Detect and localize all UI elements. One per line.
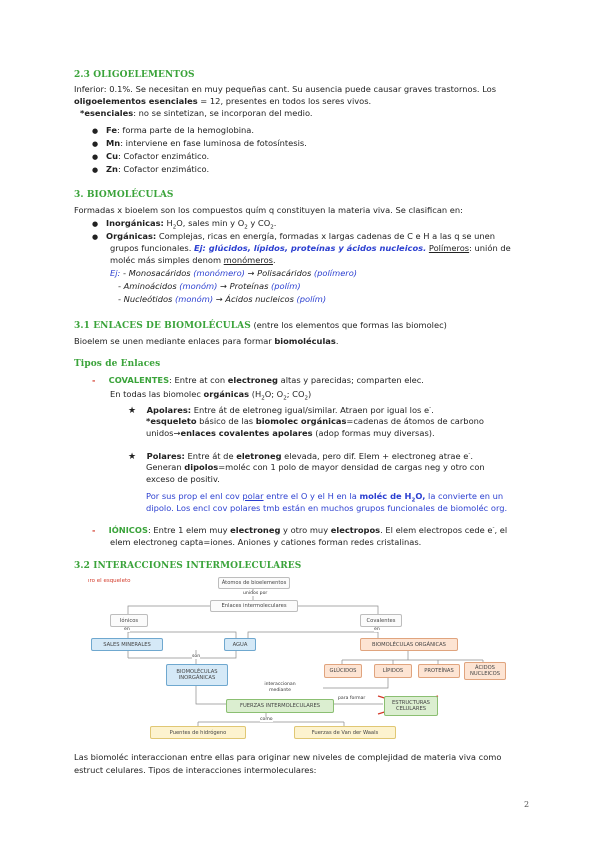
label-en-2: en: [374, 627, 380, 632]
node-covalentes: Covalentes: [360, 614, 402, 627]
node-text: CELULARES: [395, 706, 427, 712]
oligo-esenciales-rest: = 12, presentes en todos los seres vivos.: [197, 96, 372, 106]
superscript: -: [468, 451, 471, 457]
subscript: 2: [172, 224, 177, 231]
covalentes-line-1: [92, 375, 424, 386]
tipos-enlaces-heading: Tipos de Enlaces: [74, 359, 161, 369]
bullet-icon: ●: [92, 166, 99, 174]
subscript: 2: [261, 395, 265, 402]
item-value: : interviene en fase luminosa de fotosíntesis.: [120, 138, 307, 148]
list-item-organicas: [92, 231, 495, 243]
polares-blue-line-2: dipolo. Los encl cov polares tmb están en muchos grupos funcionales de biomoléc org.: [146, 503, 508, 513]
node-glucidos: GLÚCIDOS: [324, 664, 362, 678]
po-blue-text: Por sus prop el enl cov: [146, 491, 243, 501]
cov-text: ): [307, 389, 312, 399]
superscript: -: [492, 525, 495, 531]
node-ionicos: Iónicos: [110, 614, 148, 627]
subscript: 2: [304, 395, 308, 402]
node-biomoleculas-organicas: BIOMOLÉCULAS ORGÁNICAS: [360, 638, 458, 651]
bullet-icon: ●: [92, 127, 99, 135]
org-text: grupos funcionales.: [110, 243, 194, 253]
superscript: -: [429, 405, 432, 411]
node-estructuras-celulares: [384, 696, 438, 716]
ej-note: (polímero): [313, 268, 358, 278]
po-bold: eletroneg: [236, 450, 282, 461]
subscript: 2: [244, 224, 248, 231]
polimeros-term: Polímeros: [428, 243, 470, 253]
ap-text: unidos→: [146, 428, 181, 438]
ap-bold: biomolec orgánicas: [255, 416, 347, 426]
cov-bold: orgánicas: [203, 389, 250, 399]
node-puentes-hidrogeno: Puentes de hidrógeno: [150, 726, 246, 739]
cov-text: (H: [249, 389, 262, 399]
label-text: mediante: [269, 687, 291, 693]
label-son: son: [192, 654, 201, 659]
interacciones-paragraph-1: Las biomoléc interaccionan entre ellas para originar new niveles de complejidad de materia viva como: [74, 752, 502, 762]
ej-note: (polím): [296, 294, 327, 304]
enlaces-text: Bioelem se unen mediante enlaces para formar: [74, 336, 275, 346]
node-text: BIOMOLÉCULAS: [176, 669, 218, 675]
node-enlaces: Enlaces intermoleculares: [210, 600, 298, 612]
po-text: elevada, pero dif. Elem + electroneg atrae e: [281, 450, 469, 461]
ej-label: Ej:: [110, 268, 121, 278]
subscript: 2: [283, 395, 287, 402]
list-item-fe: [92, 125, 254, 137]
ej-note: (monóm): [175, 294, 214, 304]
ap-bold: enlaces covalentes apolares: [180, 428, 313, 438]
po-blue-bold: O,: [415, 491, 426, 501]
polares-line-2: [146, 462, 485, 473]
bullet-icon: ●: [92, 220, 99, 228]
node-acidos-nucleicos: [464, 662, 506, 680]
ap-bold: *esqueleto: [146, 416, 197, 426]
item-value: : Cofactor enzimático.: [118, 151, 210, 161]
inorg-text: y CO: [247, 218, 271, 228]
po-blue-text: la convierte en un: [425, 491, 504, 501]
cov-text: En todas las biomolec: [110, 389, 204, 399]
biomol-intro: Formadas x bioelem son los compuestos quím q constituyen la materia viva. Se clasifican en:: [74, 205, 463, 215]
ionicos-line-2: elem electroneg capta=iones. Aniones y cationes forman redes cristalinas.: [110, 537, 422, 547]
node-van-der-waals: Fuerzas de Van der Waals: [294, 726, 396, 739]
dash-marker: -: [92, 375, 96, 385]
bullet-icon: ●: [92, 140, 99, 148]
label-como: como: [260, 717, 273, 722]
dash-marker: -: [92, 524, 96, 535]
node-fuerzas-intermoleculares: FUERZAS INTERMOLECULARES: [226, 699, 334, 713]
list-item-mn: [92, 138, 307, 150]
ion-text: : Entre 1 elem muy: [147, 524, 231, 535]
inorg-text: O, sales min y O: [176, 218, 245, 228]
org-text: moléc más simples denom: [110, 255, 224, 265]
ion-bold: electropos: [330, 524, 381, 535]
example-line-3: [118, 294, 326, 305]
item-key: Zn: [106, 164, 118, 174]
enlaces-paragraph: [74, 336, 338, 347]
inorg-key: Inorgánicas:: [106, 218, 164, 228]
enlaces-title-rest: (entre los elementos que formas las biomolec): [250, 320, 447, 330]
node-proteinas: PROTEÍNAS: [418, 664, 460, 678]
org-text: : unión de: [469, 243, 511, 253]
ion-text: , el: [494, 524, 508, 535]
ej-text: - Aminoácidos: [118, 281, 180, 291]
section-title-oligoelementos: 2.3 OLIGOELEMENTOS: [74, 70, 195, 80]
ej-text: → Ácidos nucleicos: [213, 294, 297, 304]
esenciales-bold: *esenciales: [80, 108, 134, 118]
node-lipidos: LÍPIDOS: [374, 664, 412, 678]
node-atomos: Átomos de bioelementos: [218, 577, 290, 589]
polares-line-3: exceso de positiv.: [146, 474, 220, 484]
inorg-text: .: [273, 218, 277, 228]
po-text: Generan: [146, 462, 185, 472]
org-text: .: [272, 255, 276, 265]
biomoleculas-bold: biomoléculas: [274, 336, 336, 346]
handwritten-note: ıro el esqueleto: [88, 578, 131, 584]
ion-text: . El elem electropos cede e: [380, 524, 493, 535]
section-title-enlaces: [74, 320, 447, 332]
node-text: ÁCIDOS: [475, 665, 495, 671]
ap-text: básico de las: [196, 416, 256, 426]
po-text: Entre át de: [184, 450, 237, 461]
polares-key: Polares:: [146, 450, 185, 461]
node-text: NUCLEICOS: [470, 671, 500, 677]
ej-note: (polím): [271, 281, 301, 291]
polares-line-1: [128, 449, 473, 463]
list-item-cu: [92, 151, 209, 163]
apolares-line-3: [146, 428, 435, 439]
po-blue-bold: moléc de H: [359, 491, 412, 501]
ap-text: Entre át de eletroneg igual/similar. Atraen por igual los e: [191, 404, 430, 415]
po-blue-text: entre el O y el H en la: [263, 491, 360, 501]
page-number: 2: [524, 800, 530, 809]
node-text: INORGÁNICAS: [178, 675, 216, 681]
po-bold: dipolos: [184, 462, 219, 472]
list-item-zn: [92, 164, 209, 176]
covalentes-key: COVALENTES: [108, 375, 170, 385]
bullet-icon: ●: [92, 153, 99, 161]
ap-text: .: [431, 404, 434, 415]
ej-note: (monóm): [179, 281, 218, 291]
apolares-line-2: [146, 416, 484, 427]
interacciones-paragraph-2: estruct celulares. Tipos de interacciones intermoleculares:: [74, 765, 317, 775]
example-line-1: [110, 268, 357, 279]
org-text: Complejas, ricas en energía, formadas x largas cadenas de C e H a las q se unen: [156, 231, 496, 241]
esenciales-rest: : no se sintetizan, se incorporan del medio.: [133, 108, 313, 118]
org-key: Orgánicas:: [106, 231, 157, 241]
oligo-paragraph-2: [74, 96, 371, 107]
item-key: Fe: [106, 125, 117, 135]
oligo-paragraph-3: [80, 108, 313, 119]
item-value: : Cofactor enzimático.: [117, 164, 210, 174]
label-para-formar: para formar: [338, 696, 366, 701]
oligo-esenciales-bold: oligoelementos esenciales: [74, 96, 198, 106]
ej-text: → Proteínas: [217, 281, 272, 291]
enlaces-text: .: [335, 336, 339, 346]
star-icon: ★: [128, 451, 137, 462]
section-title-biomoleculas: 3. BIOMOLÉCULAS: [74, 190, 174, 200]
cov-text: O; O: [264, 389, 284, 399]
node-biomoleculas-inorganicas: [166, 664, 228, 686]
example-line-2: [118, 281, 301, 292]
ion-bold: electroneg: [230, 524, 281, 535]
ej-text: - Nucleótidos: [118, 294, 176, 304]
cov-text: : Entre at con: [169, 375, 228, 385]
ionicos-key: IÓNICOS: [108, 524, 148, 535]
label-unidos-por: unidos por: [243, 591, 268, 596]
ap-text: (adop formas muy diversas).: [312, 428, 435, 438]
item-key: Cu: [106, 151, 119, 161]
polar-term: polar: [242, 491, 264, 501]
item-key: Mn: [106, 138, 121, 148]
concept-map-diagram: [88, 572, 522, 740]
cov-text: altas y parecidas; comparten elec.: [277, 375, 424, 385]
label-text: interaccionan: [264, 682, 296, 687]
ej-note: (monómero): [193, 268, 245, 278]
apolares-key: Apolares:: [146, 404, 192, 415]
apolares-line-1: [128, 403, 434, 417]
bullet-icon: ●: [92, 233, 99, 241]
po-text: =moléc con 1 polo de mayor densidad de cargas neg y otro con: [218, 462, 485, 472]
org-example: Ej: glúcidos, lípidos, proteínas y ácidos nucleicos.: [193, 243, 427, 253]
section-title-interacciones: 3.2 INTERACCIONES INTERMOLECULARES: [74, 561, 302, 571]
item-value: : forma parte de la hemoglobina.: [117, 125, 255, 135]
ej-text: - Monosacáridos: [120, 268, 194, 278]
inorg-text: H: [163, 218, 173, 228]
node-agua: AGUA: [224, 638, 256, 651]
subscript: 2: [270, 224, 274, 231]
node-sales-minerales: SALES MINERALES: [91, 638, 163, 651]
label-en-1: en: [124, 627, 130, 632]
subscript: 2: [411, 497, 416, 504]
concept-map-connectors: [88, 572, 522, 740]
ion-text: y otro muy: [280, 524, 331, 535]
cov-text: ; CO: [286, 389, 305, 399]
ionicos-line-1: [92, 523, 507, 536]
node-text: ESTRUCTURAS: [392, 700, 430, 706]
po-text: .: [470, 450, 473, 461]
organicas-line-3: [110, 255, 276, 266]
monomeros-term: monómeros: [223, 255, 273, 265]
label-interaccionan-mediante: [260, 682, 300, 693]
enlaces-title: 3.1 ENLACES DE BIOMOLÉCULAS: [74, 321, 251, 331]
oligo-paragraph-1: Inferior: 0.1%. Se necesitan en muy pequeñas cant. Su ausencia puede causar graves trastornos. Los: [74, 84, 497, 94]
ej-text: → Polisacáridos: [244, 268, 314, 278]
cov-bold: electroneg: [227, 375, 278, 385]
star-icon: ★: [128, 405, 137, 416]
organicas-line-2: [110, 243, 511, 254]
ap-text: =cadenas de átomos de carbono: [346, 416, 484, 426]
